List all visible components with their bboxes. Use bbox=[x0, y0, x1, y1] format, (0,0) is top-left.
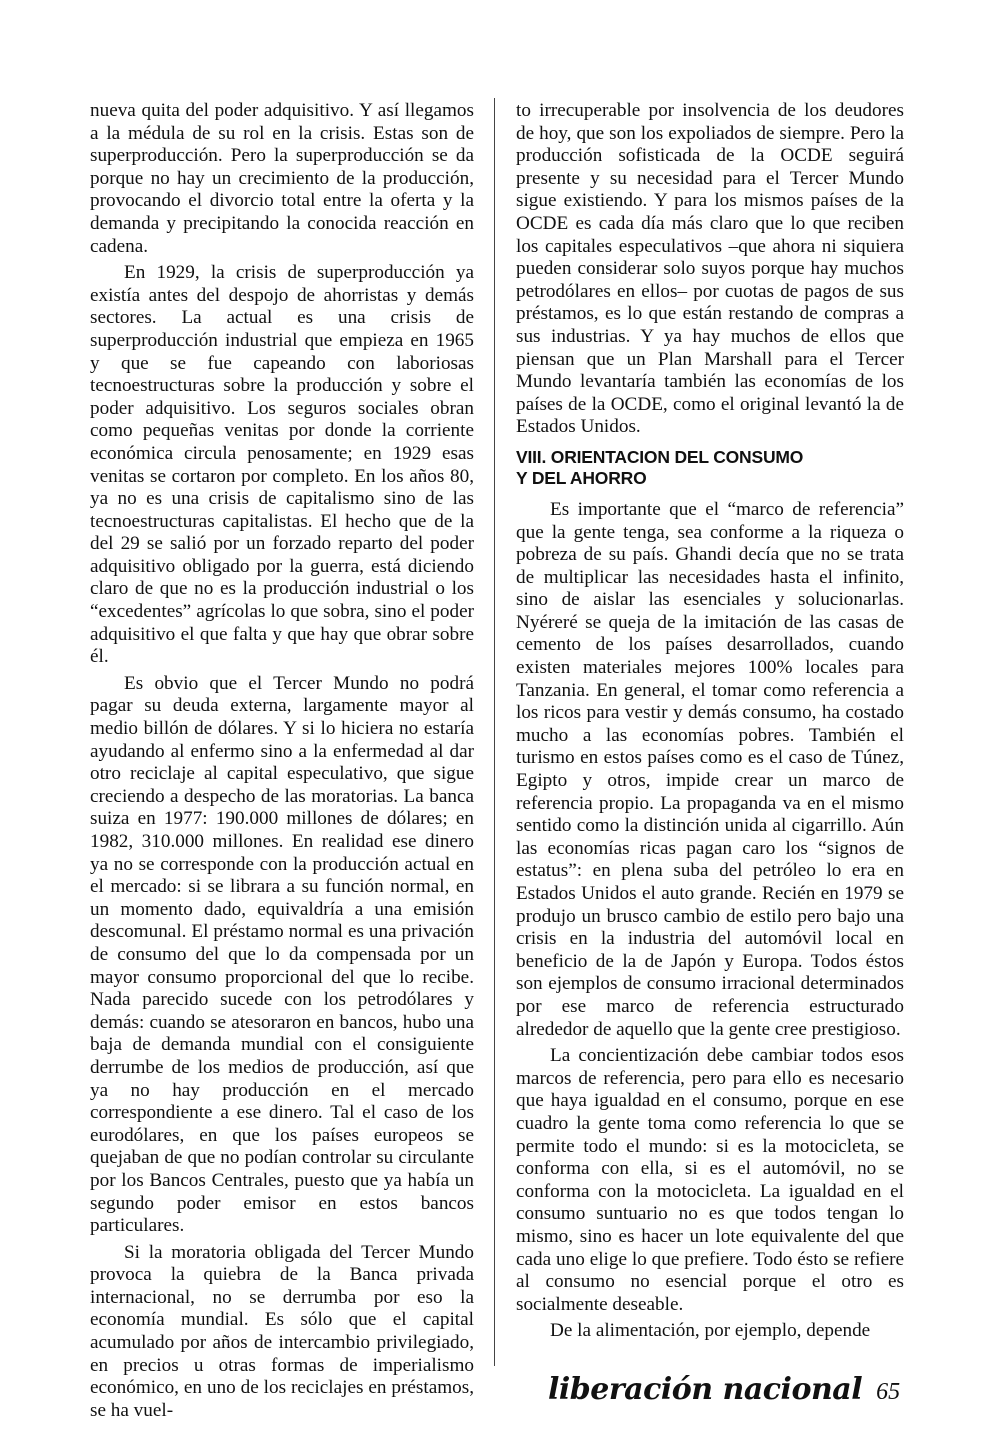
section-heading-line: Y DEL AHORRO bbox=[516, 467, 647, 488]
section-heading bbox=[516, 447, 904, 489]
paragraph: En 1929, la crisis de superproducción ya existía antes del despojo de ahorristas y demás sectores. La actual es una crisis de superproducción industrial que empieza en 1965 y que se fue capeando con laboriosas tecnoestructuras sobre la producción y sobre el poder adquisitivo. Los seguros sociales obran como pequeñas venitas por donde la corriente económica circula penosamente; en 1929 esas venitas se cortaron por completo. En los años 80, ya no es una crisis de capitalismo sino de las tecnoestructuras capitalistas. El hecho que de la del 29 se salió por un forzado reparto del poder adquisitivo obligado por la guerra, está diciendo claro de que no es la producción industrial o los “excedentes” agrícolas lo que sobra, sino el poder adquisitivo el que falta y que hay que obrar sobre él. bbox=[90, 262, 474, 668]
paragraph: nueva quita del poder adquisitivo. Y así llegamos a la médula de su rol en la crisis. Estas son de superproducción. Pero la superproducción se da porque no hay un crecimiento de la producción, provocando el divorcio total entre la oferta y la demanda y precipitando la conocida reacción en cadena. bbox=[90, 100, 474, 257]
left-column bbox=[90, 100, 474, 1426]
paragraph: La concientización debe cambiar todos esos marcos de referencia, pero para ello es necesario que haya igualdad en el consumo, porque en ese cuadro la gente toma como referencia lo que se permite todo el mundo: si es la motocicleta, se conforma con ella, si es el automóvil, no se conforma con la motocicleta. La igualdad en el consumo suntuario no es que todos tengan lo mismo, sino es hacer un lote equivalente del que cada uno elige lo que prefiere. Todo ésto se refiere al consumo no esencial porque el otro es socialmente deseable. bbox=[516, 1045, 904, 1315]
paragraph: De la alimentación, por ejemplo, depende bbox=[550, 1320, 871, 1342]
paragraph: to irrecuperable por insolvencia de los deudores de hoy, que son los expoliados de siempre. Pero la producción sofisticada de la OCDE seguirá presente y su necesidad para el Tercer Mundo sigue existiendo. Y para los mismos países de la OCDE es cada día más claro que lo que reciben los capitales especulativos –que ahora ni siquiera pueden considerar solo suyos porque hay muchos petrodólares en ellos– por cuotas de pagos de sus préstamos, es lo que están restando de compras a sus industrias. Y ya hay muchos de ellos que piensan que un Plan Marshall para el Tercer Mundo levantaría también las economías de los países de la OCDE, como el original levantó la de Estados Unidos. bbox=[516, 100, 904, 438]
paragraph: Es importante que el “marco de referencia” que la gente tenga, sea conforme a la riqueza o pobreza de su país. Ghandi decía que no se trata de multiplicar las necesidades hasta el infinito, sino de aislar las esenciales y solucionarlas. Nyéreré se queja de la imitación de las casas de cemento de los países desarrollados, cuando existen materiales mejores 100% locales para Tanzania. En general, el tomar como referencia a los ricos para vestir y demás consumo, ha costado mucho a las economías pobres. También el turismo en estos países como es el caso de Túnez, Egipto y otros, impide crear un marco de referencia propio. La propaganda va en el mismo sentido como la distinción unida al cigarrillo. Aún las economías ricas pagan caro los “signos de estatus”: en plena suba del petróleo lo era en Estados Unidos el auto grande. Recién en 1979 se produjo un brusco cambio de estilo pero bajo una crisis en la industria del automóvil local en beneficio de la de Japón y Europa. Todos éstos son ejemplos de consumo irracional determinados por ese marco de referencia estructurado alrededor de aquello que la gente cree prestigioso. bbox=[516, 498, 904, 1040]
paragraph: Es obvio que el Tercer Mundo no podrá pagar su deuda externa, largamente mayor al medio billón de dólares. Y si lo hiciera no estaría ayudando al enfermo sino a la enfermedad al dar otro reciclaje al capital especulativo, que sigue creciendo a despecho de las moratorias. La banca suiza en 1977: 190.000 millones de dólares; en 1982, 310.000 millones. En realidad ese dinero ya no se corresponde con la producción actual en el mercado: si se librara a su función normal, en un momento dado, equivaldría a una emisión descomunal. El préstamo normal es una privación de consumo del que lo da compensada por un mayor consumo proporcional del que lo recibe. Nada parecido sucede con los petrodólares y demás: cuando se atesoraron en bancos, hubo una baja de demanda mundial con el consiguiente derrumbe de los medios de producción, así que ya no hay producción en el mercado correspondiente a ese dinero. Tal el caso de los eurodólares, en que los países europeos se quejaban de que no podían controlar su circulante por los Bancos Centrales, puesto que ya había un segundo poder emisor en estos bancos particulares. bbox=[90, 672, 474, 1237]
right-column bbox=[516, 100, 904, 1347]
paragraph: Si la moratoria obligada del Tercer Mundo provoca la quiebra de la Banca privada internacional, no se derrumba por eso la economía mundial. Es sólo que el capital acumulado por años de intercambio privilegiado, en precios u otras formas de imperialismo económico, en uno de los reciclajes en préstamos, se ha vuel- bbox=[90, 1241, 474, 1421]
page-footer bbox=[548, 1372, 900, 1416]
page-number: 65 bbox=[876, 1379, 901, 1405]
column-divider bbox=[494, 98, 495, 1366]
masthead-logo: liberación nacional bbox=[548, 1372, 863, 1407]
section-heading-line: VIII. ORIENTACION DEL CONSUMO bbox=[516, 446, 804, 467]
